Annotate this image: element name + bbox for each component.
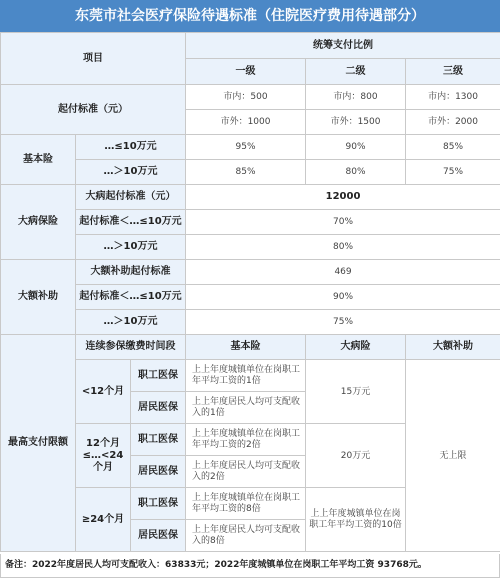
period2-staff: 职工医保 (131, 424, 186, 456)
period3-resident: 居民医保 (131, 520, 186, 552)
major-label: 大病保险 (1, 185, 76, 260)
period3-staff-value: 上上年度城镇单位在岗职工年平均工资的8倍 (186, 488, 306, 520)
major-row1-value: 12000 (186, 185, 500, 210)
period1-label: <12个月 (76, 360, 131, 424)
period3-major: 上上年度城镇单位在岗职工年平均工资的10倍 (306, 488, 406, 552)
period2-resident: 居民医保 (131, 456, 186, 488)
deductible-out-level2: 市外：1500 (306, 110, 406, 135)
header-level1: 一级 (186, 59, 306, 85)
basic-row2-level1: 85% (186, 160, 306, 185)
period3-label: ≥24个月 (76, 488, 131, 552)
major-row2-value: 70% (186, 210, 500, 235)
period1-staff-value: 上上年度城镇单位在岗职工年平均工资的1倍 (186, 360, 306, 392)
basic-row1-label: …≤10万元 (76, 135, 186, 160)
major-row1-label: 大病起付标准（元） (76, 185, 186, 210)
large-row1-label: 大额补助起付标准 (76, 260, 186, 285)
deductible-in-level3: 市内：1300 (406, 85, 500, 110)
deductible-out-level3: 市外：2000 (406, 110, 500, 135)
major-row2-label: 起付标准＜…≤10万元 (76, 210, 186, 235)
period2-major: 20万元 (306, 424, 406, 488)
basic-row1-level1: 95% (186, 135, 306, 160)
deductible-out-level1: 市外：1000 (186, 110, 306, 135)
period3-resident-value: 上上年度居民人均可支配收入的8倍 (186, 520, 306, 552)
header-ratio: 统筹支付比例 (186, 33, 500, 59)
period1-resident-value: 上上年度居民人均可支配收入的1倍 (186, 392, 306, 424)
max-label: 最高支付限额 (1, 335, 76, 552)
max-col-period: 连续参保缴费时间段 (76, 335, 186, 360)
header-item: 项目 (1, 33, 186, 85)
basic-row2-level2: 80% (306, 160, 406, 185)
period2-staff-value: 上上年度城镇单位在岗职工年平均工资的2倍 (186, 424, 306, 456)
period1-resident: 居民医保 (131, 392, 186, 424)
large-row1-value: 469 (186, 260, 500, 285)
benefit-table (0, 32, 500, 552)
major-row3-label: …＞10万元 (76, 235, 186, 260)
max-col-basic: 基本险 (186, 335, 306, 360)
period1-major: 15万元 (306, 360, 406, 424)
major-row3-value: 80% (186, 235, 500, 260)
footnote: 备注：2022年度居民人均可支配收入：63833元；2022年度城镇单位在岗职工年平均工资 93768元。 (0, 554, 500, 578)
basic-row1-level3: 85% (406, 135, 500, 160)
large-row2-value: 90% (186, 285, 500, 310)
large-row3-label: …＞10万元 (76, 310, 186, 335)
period3-staff: 职工医保 (131, 488, 186, 520)
deductible-in-level1: 市内：500 (186, 85, 306, 110)
deductible-label: 起付标准（元） (1, 85, 186, 135)
max-large-value: 无上限 (406, 360, 500, 552)
large-label: 大额补助 (1, 260, 76, 335)
basic-row1-level2: 90% (306, 135, 406, 160)
period2-label: 12个月≤…<24个月 (76, 424, 131, 488)
header-level3: 三级 (406, 59, 500, 85)
basic-row2-label: …＞10万元 (76, 160, 186, 185)
large-row3-value: 75% (186, 310, 500, 335)
large-row2-label: 起付标准＜…≤10万元 (76, 285, 186, 310)
basic-row2-level3: 75% (406, 160, 500, 185)
max-col-large: 大额补助 (406, 335, 500, 360)
period2-resident-value: 上上年度居民人均可支配收入的2倍 (186, 456, 306, 488)
page-title: 东莞市社会医疗保险待遇标准（住院医疗费用待遇部分） (0, 0, 500, 32)
header-level2: 二级 (306, 59, 406, 85)
period1-staff: 职工医保 (131, 360, 186, 392)
max-col-major: 大病险 (306, 335, 406, 360)
deductible-in-level2: 市内：800 (306, 85, 406, 110)
basic-label: 基本险 (1, 135, 76, 185)
